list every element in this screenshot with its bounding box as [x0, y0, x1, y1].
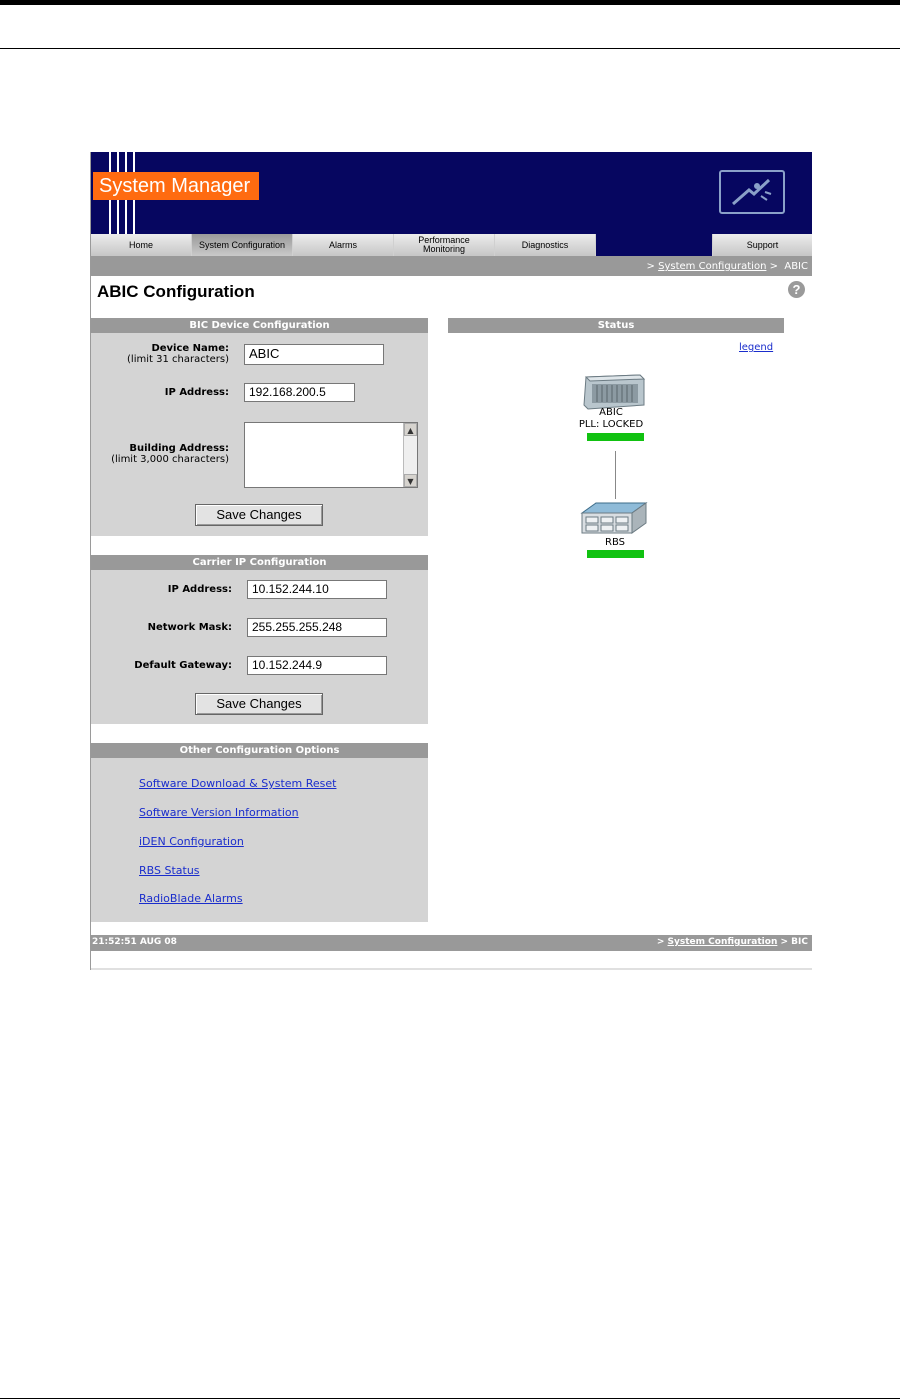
- panel-header: BIC Device Configuration: [91, 318, 428, 333]
- legend-link[interactable]: legend: [739, 342, 774, 353]
- footer-bar: [91, 935, 812, 951]
- page-header-rule: [0, 48, 900, 49]
- abic-device-label: ABIC: [599, 407, 623, 418]
- device-name-label-text: Device Name:: [151, 343, 229, 354]
- link-rbs-status[interactable]: RBS Status: [139, 864, 200, 877]
- breadcrumb-link-system-configuration[interactable]: System Configuration: [658, 261, 767, 272]
- building-address-hint: (limit 3,000 characters): [111, 454, 229, 465]
- panel-header: Carrier IP Configuration: [91, 555, 428, 570]
- system-manager-emblem-icon: [719, 170, 785, 214]
- network-mask-input[interactable]: 255.255.255.248: [247, 618, 387, 637]
- link-iden-configuration[interactable]: iDEN Configuration: [139, 835, 244, 848]
- breadcrumb-separator: >: [769, 261, 778, 272]
- footer-breadcrumb-arrow: >: [656, 937, 665, 947]
- breadcrumb-current: ABIC: [784, 261, 808, 272]
- tab-alarms[interactable]: Alarms: [293, 234, 393, 256]
- building-address-label: [91, 443, 229, 465]
- rbs-device-label: RBS: [605, 537, 625, 548]
- default-gateway-input[interactable]: 10.152.244.9: [247, 656, 387, 675]
- system-manager-window: [90, 152, 812, 970]
- scroll-up-icon[interactable]: ▲: [404, 423, 417, 436]
- tab-home[interactable]: Home: [91, 234, 191, 256]
- save-carrier-ip-button[interactable]: Save Changes: [195, 693, 323, 715]
- window-bottom-edge: [91, 968, 812, 970]
- footer-breadcrumb-link-system-configuration[interactable]: System Configuration: [667, 937, 778, 947]
- footer-breadcrumb-current: > BIC: [780, 937, 808, 947]
- page-bottom-rule: [0, 1398, 900, 1399]
- abic-device-icon[interactable]: [580, 371, 646, 411]
- tab-performance-monitoring[interactable]: Performance Monitoring: [394, 234, 494, 256]
- bic-device-config-panel: [91, 318, 428, 536]
- abic-rbs-connector: [615, 451, 616, 499]
- save-bic-device-button[interactable]: Save Changes: [195, 504, 323, 526]
- bic-ip-address-input[interactable]: 192.168.200.5: [244, 383, 355, 402]
- textarea-scrollbar[interactable]: [403, 423, 417, 487]
- abic-status-bar: [587, 433, 644, 441]
- banner: [91, 152, 812, 234]
- link-radioblade-alarms[interactable]: RadioBlade Alarms: [139, 892, 243, 905]
- panel-header: Other Configuration Options: [91, 743, 428, 758]
- page-title: ABIC Configuration: [97, 282, 255, 301]
- abic-pll-status: PLL: LOCKED: [578, 419, 644, 430]
- breadcrumb-arrow: >: [646, 261, 655, 272]
- tab-system-configuration[interactable]: System Configuration: [192, 234, 292, 256]
- network-mask-label: Network Mask:: [147, 622, 232, 633]
- footer-timestamp: 21:52:51 AUG 08: [92, 937, 177, 947]
- tab-support[interactable]: Support: [713, 234, 812, 256]
- building-address-label-text: Building Address:: [129, 443, 229, 454]
- rbs-status-bar: [587, 550, 644, 558]
- main-nav-tabs: [91, 234, 812, 256]
- carrier-ip-address-label: IP Address:: [167, 584, 232, 595]
- link-software-version-info[interactable]: Software Version Information: [139, 806, 299, 819]
- carrier-ip-config-panel: [91, 555, 428, 724]
- status-panel-header: Status: [448, 318, 784, 333]
- other-config-options-panel: [91, 743, 428, 922]
- breadcrumb: [91, 256, 812, 276]
- bic-ip-address-label: IP Address:: [164, 387, 229, 398]
- scroll-down-icon[interactable]: ▼: [404, 474, 417, 487]
- tab-bar-spacer: [596, 234, 712, 256]
- link-software-download[interactable]: Software Download & System Reset: [139, 777, 337, 790]
- device-name-input[interactable]: ABIC: [244, 344, 384, 365]
- device-name-hint: (limit 31 characters): [127, 354, 229, 365]
- footer-breadcrumb: [657, 937, 808, 947]
- tab-diagnostics[interactable]: Diagnostics: [495, 234, 595, 256]
- page-top-rule: [0, 0, 900, 5]
- app-logo: System Manager: [93, 172, 259, 200]
- carrier-ip-address-input[interactable]: 10.152.244.10: [247, 580, 387, 599]
- default-gateway-label: Default Gateway:: [134, 660, 232, 671]
- help-icon[interactable]: ?: [788, 281, 805, 298]
- rbs-device-icon[interactable]: [580, 499, 648, 539]
- building-address-textarea[interactable]: [244, 422, 418, 488]
- device-name-label: [91, 343, 229, 365]
